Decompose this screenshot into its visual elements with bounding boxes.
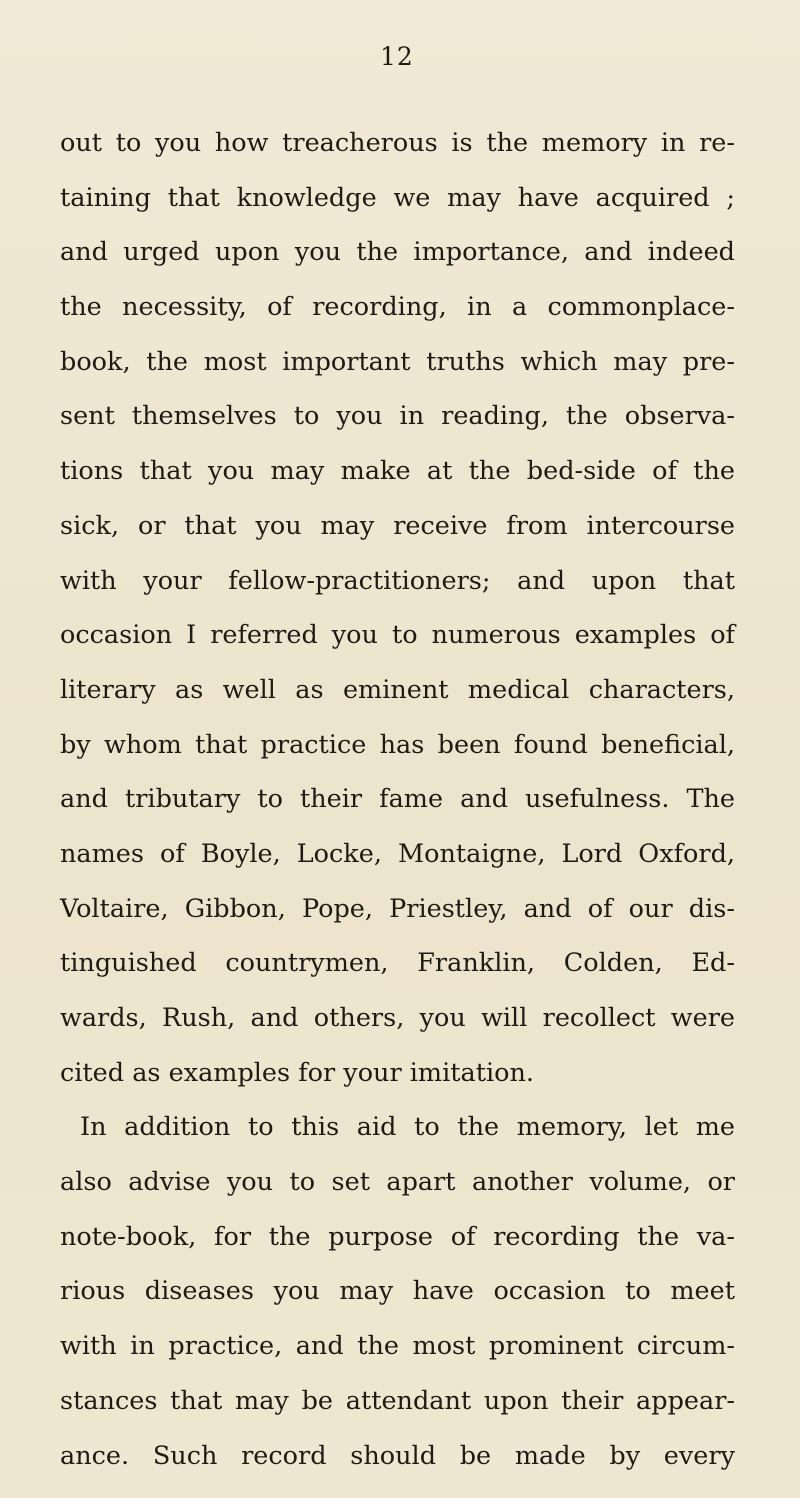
text-line: with in practice, and the most prominent circum- <box>60 1334 735 1389</box>
text-line: book, the most important truths which may pre- <box>60 350 735 405</box>
text-line: also advise you to set apart another volume, or <box>60 1170 735 1225</box>
text-line: taining that knowledge we may have acquired ; <box>60 186 735 241</box>
text-line: ance. Such record should be made by every <box>60 1444 735 1498</box>
text-line: sent themselves to you in reading, the observa- <box>60 404 735 459</box>
text-line: out to you how treacherous is the memory in re- <box>60 131 735 186</box>
text-line: and urged upon you the importance, and indeed <box>60 240 735 295</box>
text-line: tions that you may make at the bed-side of the <box>60 459 735 514</box>
text-line: literary as well as eminent medical characters, <box>60 678 735 733</box>
text-line: wards, Rush, and others, you will recollect were <box>60 1006 735 1061</box>
text-line: stances that may be attendant upon their appear- <box>60 1389 735 1444</box>
text-line: with your fellow-practitioners; and upon that <box>60 569 735 624</box>
text-line: note-book, for the purpose of recording the va- <box>60 1225 735 1280</box>
text-line: Voltaire, Gibbon, Pope, Priestley, and of our dis- <box>60 897 735 952</box>
page-number: 12 <box>380 44 414 69</box>
text-line: names of Boyle, Locke, Montaigne, Lord Oxford, <box>60 842 735 897</box>
text-line: the necessity, of recording, in a commonplace- <box>60 295 735 350</box>
text-line: by whom that practice has been found beneficial, <box>60 733 735 788</box>
text-line: and tributary to their fame and usefulness. The <box>60 787 735 842</box>
text-line: tinguished countrymen, Franklin, Colden, Ed- <box>60 951 735 1006</box>
paragraph-end-line: cited as examples for your imitation. <box>60 1061 735 1116</box>
body-text <box>60 131 735 1498</box>
paragraph-start-line: In addition to this aid to the memory, let me <box>60 1115 735 1170</box>
text-line: rious diseases you may have occasion to meet <box>60 1279 735 1334</box>
text-line: sick, or that you may receive from intercourse <box>60 514 735 569</box>
text-line: occasion I referred you to numerous examples of <box>60 623 735 678</box>
